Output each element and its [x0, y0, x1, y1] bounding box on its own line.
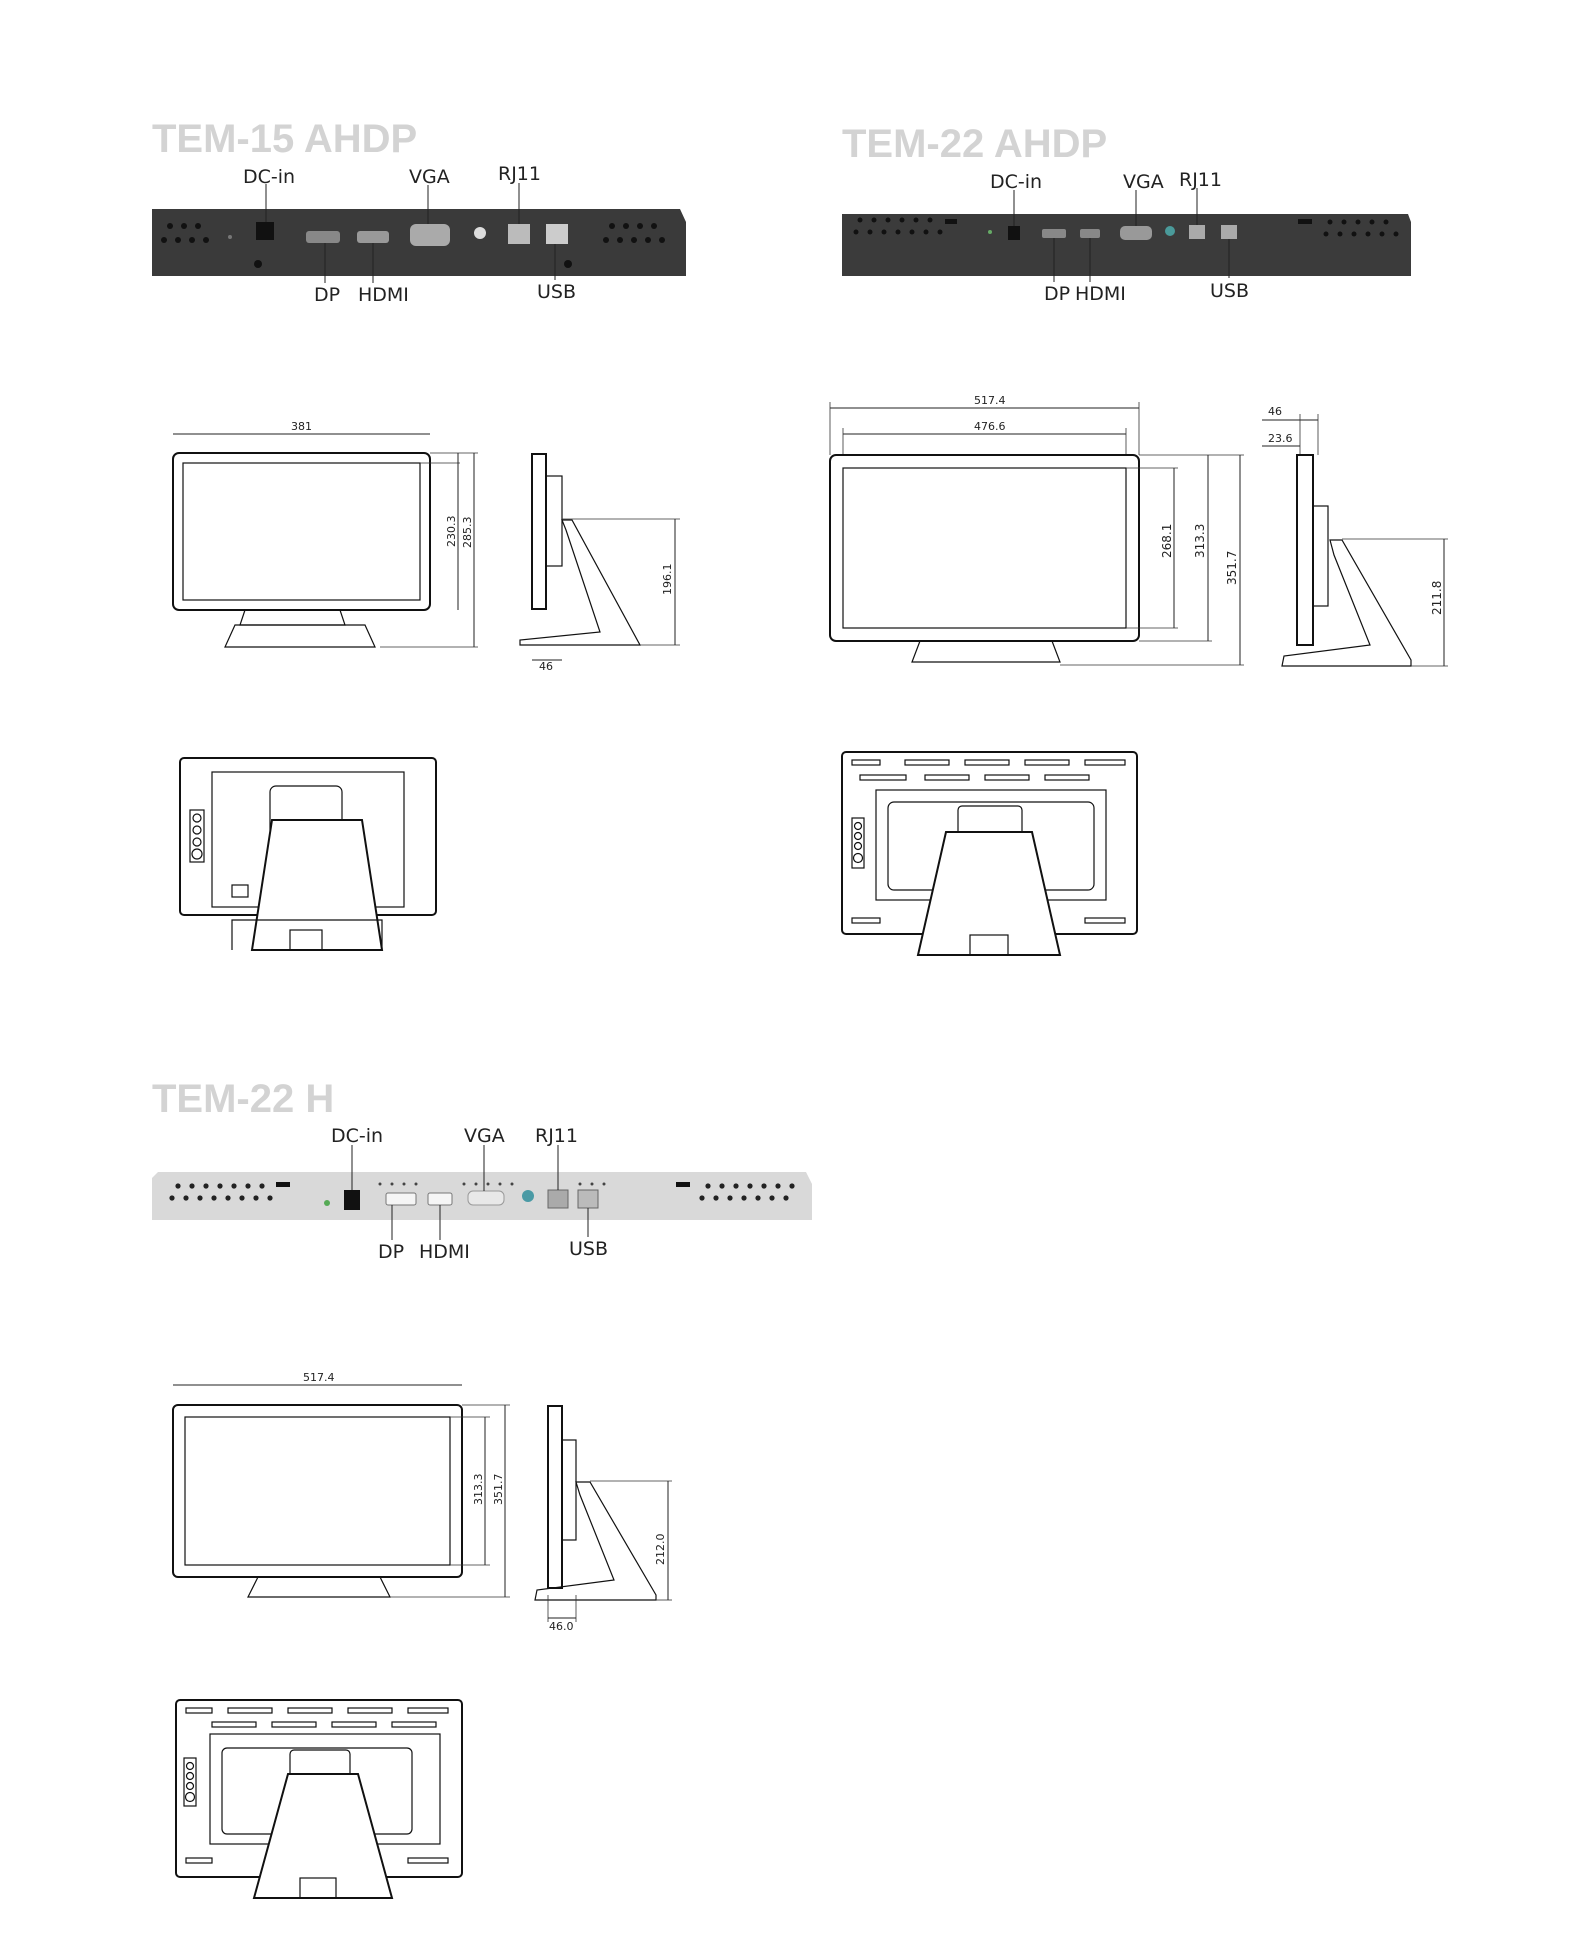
usb-port [546, 224, 568, 244]
model-title: TEM-22 H [152, 1077, 335, 1121]
back-view-drawing [180, 758, 436, 950]
model-title: TEM-15 AHDP [152, 117, 418, 161]
dim-height-3: 351.7 [1225, 550, 1239, 585]
front-view-drawing [173, 420, 478, 647]
dim-height-1: 230.3 [445, 515, 458, 547]
dim-height-2: 313.3 [1193, 523, 1207, 558]
dim-base: 46 [539, 660, 553, 673]
dim-width: 517.4 [303, 1371, 335, 1384]
dim-depth: 212.0 [654, 1533, 667, 1565]
dim-base: 46.0 [549, 1620, 574, 1633]
dim-width: 517.4 [974, 394, 1006, 407]
back-view-drawing [176, 1700, 462, 1898]
side-view-drawing [1262, 405, 1448, 666]
dim-height-1: 313.3 [472, 1473, 485, 1505]
rj11-port [548, 1190, 568, 1208]
usb-port [1221, 225, 1237, 239]
side-view-drawing [520, 454, 680, 673]
hdmi-port [357, 231, 389, 243]
dim-depth: 196.1 [661, 563, 674, 595]
port-label-usb: USB [1210, 280, 1250, 302]
port-label-hdmi: HDMI [358, 284, 409, 306]
port-panel-photo [152, 209, 686, 276]
dim-depth: 211.8 [1430, 580, 1444, 615]
model-tem22ahdp [830, 122, 1448, 955]
vga-port [410, 224, 450, 246]
port-label-usb: USB [569, 1238, 609, 1260]
port-panel-photo [842, 214, 1411, 276]
hdmi-port [428, 1193, 452, 1205]
port-label-hdmi: HDMI [1075, 283, 1126, 305]
port-label-dp: DP [378, 1241, 405, 1263]
dp-port [306, 231, 340, 243]
model-tem15 [152, 117, 686, 950]
dp-port [386, 1193, 416, 1205]
dc-in-port [256, 222, 274, 240]
dim-height-1: 268.1 [1160, 523, 1174, 558]
port-label-rj11: RJ11 [498, 163, 541, 185]
port-label-dcin: DC-in [243, 166, 296, 188]
vga-port [1120, 226, 1152, 240]
rj11-port [508, 224, 530, 244]
port-label-dcin: DC-in [990, 171, 1043, 193]
model-tem22h [152, 1077, 812, 1898]
port-label-dp: DP [314, 284, 341, 306]
vga-port [468, 1191, 504, 1205]
side-view-drawing [535, 1406, 672, 1633]
port-label-usb: USB [537, 281, 577, 303]
dim-width: 381 [291, 420, 312, 433]
dim-inner-width: 476.6 [974, 420, 1006, 433]
dc-in-port [1008, 226, 1020, 240]
usb-port [578, 1190, 598, 1208]
port-label-vga: VGA [409, 166, 450, 188]
port-label-vga: VGA [1123, 171, 1164, 193]
front-view-drawing [830, 394, 1244, 665]
dim-height-2: 285.3 [461, 516, 474, 548]
port-label-vga: VGA [464, 1125, 505, 1147]
dim-height-2: 351.7 [492, 1473, 505, 1505]
port-label-dp: DP [1044, 283, 1071, 305]
port-label-rj11: RJ11 [1179, 169, 1222, 191]
rj11-port [1189, 225, 1205, 239]
hdmi-port [1080, 229, 1100, 238]
dp-port [1042, 229, 1066, 238]
front-view-drawing [173, 1371, 510, 1597]
back-view-drawing [842, 752, 1137, 955]
port-label-rj11: RJ11 [535, 1125, 578, 1147]
model-title: TEM-22 AHDP [842, 122, 1108, 166]
dim-side-top: 46 [1268, 405, 1282, 418]
dim-side-inner: 23.6 [1268, 432, 1293, 445]
port-label-dcin: DC-in [331, 1125, 384, 1147]
port-label-hdmi: HDMI [419, 1241, 470, 1263]
port-panel-photo [152, 1172, 812, 1220]
dc-in-port [344, 1190, 360, 1210]
